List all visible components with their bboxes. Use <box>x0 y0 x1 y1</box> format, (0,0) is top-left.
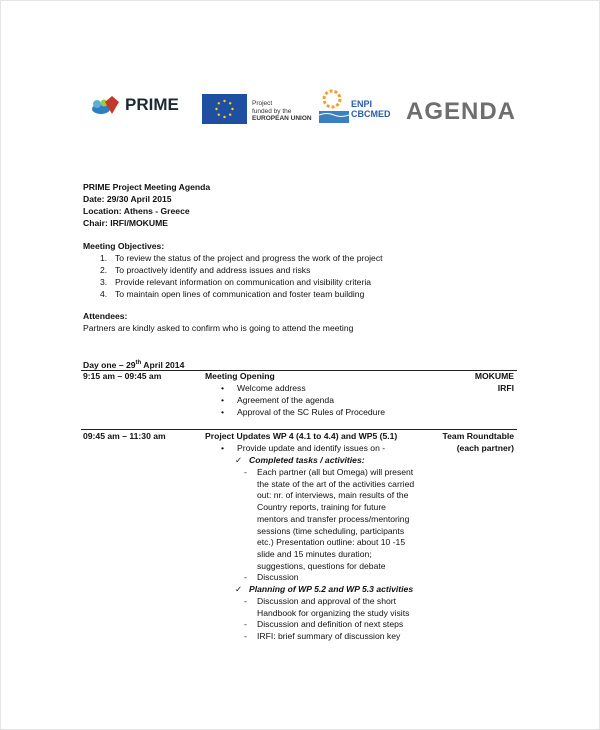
session-time: 09:45 am – 11:30 am <box>83 431 166 441</box>
check-item: Completed tasks / activities: <box>249 455 365 465</box>
session-owner: Team Roundtable (each partner) <box>442 431 514 453</box>
attendees-text: Partners are kindly asked to confirm who is going to attend the meeting <box>83 323 354 333</box>
dash-item-line: Discussion and definition of next steps <box>257 619 404 630</box>
session-title: Project Updates WP 4 (4.1 to 4.4) and WP5 (5.1) <box>205 431 398 441</box>
dash-item-line: slide and 15 minutes duration; <box>257 548 372 559</box>
dash-item-line: Handbook for organizing the study visits <box>257 607 410 618</box>
enpi-cbcmed-text: ENPI CBCMED <box>351 99 391 119</box>
dash-item-line: the state of the art of the activities carried <box>257 478 415 489</box>
eu-funding-text: Project funded by the EUROPEAN UNION <box>252 100 312 122</box>
dash-item-line: mentors and transfer process/mentoring <box>257 513 410 524</box>
bullet-item: Agreement of the agenda <box>237 395 334 405</box>
prime-logo: PRIME <box>91 94 179 116</box>
session-title: Meeting Opening <box>205 371 275 381</box>
prime-emblem-icon <box>91 94 121 116</box>
checkmark-icon: ✓ <box>235 584 243 594</box>
bullet-item: Provide update and identify issues on - <box>237 443 386 453</box>
session-owner: MOKUME IRFI <box>474 371 514 393</box>
objective-item: Provide relevant information on communication and visibility criteria <box>115 277 372 287</box>
dash-item-line: IRFI: brief summary of discussion key <box>257 631 401 642</box>
divider <box>81 429 517 430</box>
attendees-heading: Attendees: <box>83 311 128 321</box>
eu-flag-icon <box>202 94 247 124</box>
dash-item-line: Discussion and approval of the short <box>257 596 397 606</box>
document-page: PRIME Project funded by the EUROPEAN UNION ENPI CBCMED AGENDA PRIME Project Meeting Agenda Date: 29/30 April 2015 Location: Athens - Greece Chair: IRFI/MOKUME Meeting Objectives: 1. To review the status of the project and progress the work of the project 2. To proactively identify and address issues and risks 3. Provide relevant information on communication and visibility criteria 4. To maintain open lines of communication and foster team building Attendees: Partners are kindly asked to confirm who is going to attend the meeting Day one – 29th April 2014 9:15 am – 09:45 am Meeting Opening MOKUME IRFI • Welcome address • Agreement of the agenda • Approval of the SC Rules of Procedure 09:45 am – 11:30 am Project Updates WP 4 (4.1 to 4.4) and WP5 (5.1) Team Roundtable (each partner) • Provide update and identify issues on - ✓ Completed tasks / activities: - Each partner (all but Omega) will present the state of the art of the activities carried out: nr. of interviews, main results of the Country reports, training for future mentors and transfer process/mentoring sessions (time scheduling, participants etc.) Presentation outline: about 10 -15 slide and 15 minutes duration; suggestions, questions for debate - Discussion ✓ Planning of WP 5.2 and WP 5.3 activities - Discussion and approval of the short Handbook for organizing the study visits - Discussion and definition of next steps - IRFI: brief summary of discussion key <box>0 0 600 730</box>
bullet-item: Approval of the SC Rules of Procedure <box>237 407 386 417</box>
dash-item-line: Each partner (all but Omega) will present <box>257 467 414 477</box>
session-time: 9:15 am – 09:45 am <box>83 371 162 381</box>
objective-item: To proactively identify and address issues and risks <box>115 265 311 275</box>
meeting-title: PRIME Project Meeting Agenda <box>83 182 211 192</box>
objectives-heading: Meeting Objectives: <box>83 241 165 251</box>
dash-item-line: etc.) Presentation outline: about 10 -15 <box>257 537 406 548</box>
objective-item: To maintain open lines of communication and foster team building <box>115 289 365 299</box>
day-heading: Day one – 29th April 2014 <box>83 359 185 370</box>
agenda-title: AGENDA <box>406 98 517 125</box>
dash-item-line: out: nr. of interviews, main results of the <box>257 490 409 501</box>
check-item: Planning of WP 5.2 and WP 5.3 activities <box>249 584 414 594</box>
meeting-chair: Chair: IRFI/MOKUME <box>83 218 168 228</box>
checkmark-icon: ✓ <box>235 455 243 465</box>
enpi-logo-icon <box>319 89 349 127</box>
meeting-location: Location: Athens - Greece <box>83 206 190 216</box>
dash-item-line: sessions (time scheduling, participants <box>257 525 405 536</box>
meeting-date: Date: 29/30 April 2015 <box>83 194 172 204</box>
bullet-item: Welcome address <box>237 383 306 393</box>
objective-item: To review the status of the project and progress the work of the project <box>115 253 383 263</box>
dash-item-line: Country reports, training for future <box>257 502 386 513</box>
dash-item-line: Discussion <box>257 572 299 583</box>
dash-item-line: suggestions, questions for debate <box>257 560 386 571</box>
